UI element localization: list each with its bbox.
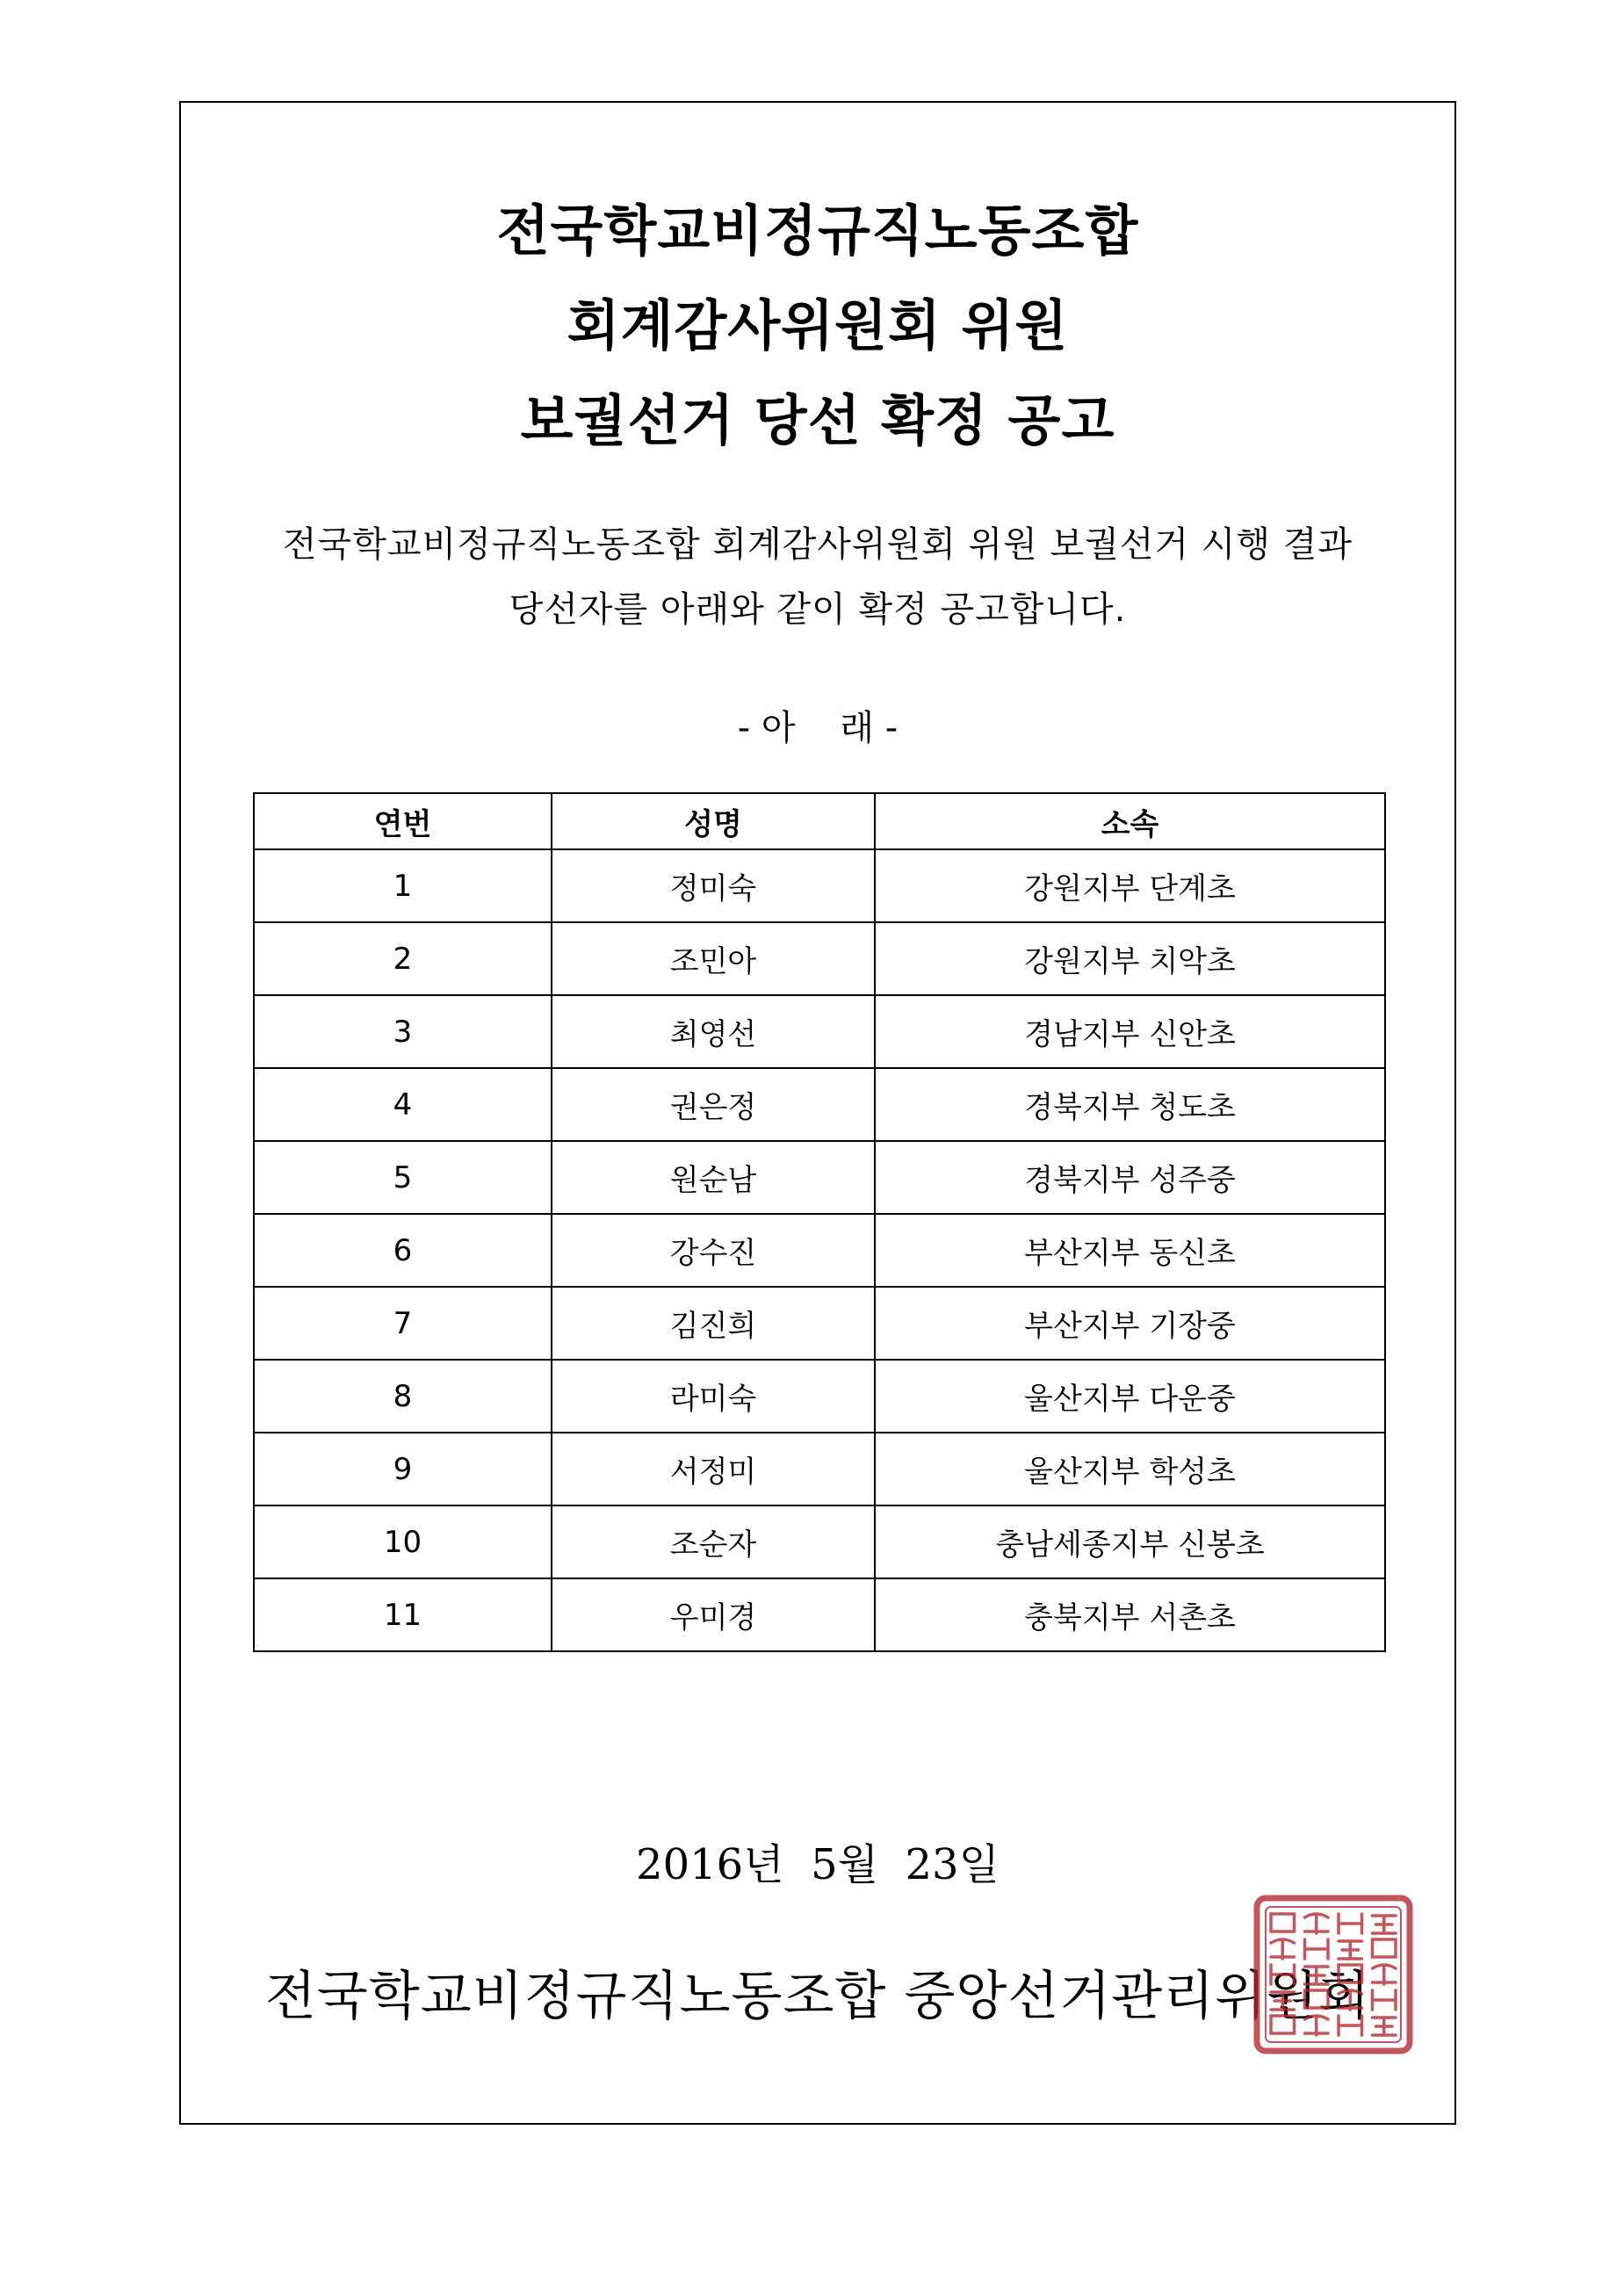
official-seal xyxy=(1252,1893,1415,2056)
row-name: 우미경 xyxy=(552,1578,875,1651)
seal-glyph-stroke xyxy=(1373,1916,1397,1933)
seal-glyph-stroke xyxy=(1271,1939,1295,1959)
row-affiliation: 강원지부 치악초 xyxy=(875,922,1385,995)
row-number: 1 xyxy=(254,849,552,922)
row-number: 11 xyxy=(254,1578,552,1651)
title-line-1: 전국학교비정규직노동조합 xyxy=(496,199,1139,263)
row-affiliation: 부산지부 기장중 xyxy=(875,1287,1385,1360)
row-name: 서정미 xyxy=(552,1433,875,1505)
row-affiliation: 강원지부 단계초 xyxy=(875,849,1385,922)
row-number: 3 xyxy=(254,995,552,1068)
table-row xyxy=(254,1287,1385,1360)
row-number: 4 xyxy=(254,1068,552,1141)
seal-glyph-stroke xyxy=(1305,1990,1329,2008)
table-row xyxy=(254,1505,1385,1578)
seal-glyph-stroke xyxy=(1271,1992,1295,2010)
header-number: 연번 xyxy=(254,793,552,849)
table-row xyxy=(254,1141,1385,1214)
row-number: 2 xyxy=(254,922,552,995)
issuer-name: 전국학교비정규직노동조합 중앙선거관리위원회 xyxy=(264,1966,1371,2027)
seal-glyph-stroke xyxy=(1305,1914,1329,1933)
seal-glyph-stroke xyxy=(1339,1965,1362,1982)
table-row xyxy=(254,995,1385,1068)
table-row xyxy=(254,1360,1385,1433)
results-table xyxy=(253,792,1386,1652)
table-row xyxy=(254,1214,1385,1287)
row-number: 6 xyxy=(254,1214,552,1287)
announcement-date: 2016년 5월 23일 xyxy=(636,1840,1000,1889)
document-frame xyxy=(179,101,1456,2125)
row-name: 김진희 xyxy=(552,1287,875,1360)
row-number: 10 xyxy=(254,1505,552,1578)
table-header-row xyxy=(254,793,1385,849)
row-name: 정미숙 xyxy=(552,849,875,922)
seal-glyph-stroke xyxy=(1339,2016,1362,2035)
row-number: 9 xyxy=(254,1433,552,1505)
row-name: 권은정 xyxy=(552,1068,875,1141)
section-separator: - 아 래 - xyxy=(737,708,899,748)
seal-glyph-stroke xyxy=(1305,2016,1329,2035)
seal-glyph-stroke xyxy=(1373,1939,1397,1957)
row-affiliation: 울산지부 학성초 xyxy=(875,1433,1385,1505)
seal-glyph-stroke xyxy=(1271,2016,1295,2033)
row-affiliation: 경북지부 성주중 xyxy=(875,1141,1385,1214)
table-row xyxy=(254,1068,1385,1141)
row-affiliation: 충남세종지부 신봉초 xyxy=(875,1505,1385,1578)
seal-glyph-stroke xyxy=(1271,1914,1295,1931)
table-row xyxy=(254,922,1385,995)
seal-glyph-stroke xyxy=(1373,1990,1397,2010)
row-name: 최영선 xyxy=(552,995,875,1068)
table-body xyxy=(254,849,1385,1651)
table-row xyxy=(254,1578,1385,1651)
row-number: 7 xyxy=(254,1287,552,1360)
title-line-2: 회계감사위원회 위원 xyxy=(567,293,1069,357)
row-affiliation: 울산지부 다운중 xyxy=(875,1360,1385,1433)
header-affiliation: 소속 xyxy=(875,793,1385,849)
intro-line-2: 당선자를 아래와 같이 확정 공고합니다. xyxy=(509,589,1127,630)
seal-glyph-stroke xyxy=(1271,1965,1295,1984)
row-name: 조순자 xyxy=(552,1505,875,1578)
row-number: 5 xyxy=(254,1141,552,1214)
seal-glyph-stroke xyxy=(1339,1941,1362,1959)
row-affiliation: 부산지부 동신초 xyxy=(875,1214,1385,1287)
table-row xyxy=(254,849,1385,922)
title-line-3: 보궐선거 당선 확정 공고 xyxy=(520,388,1115,452)
row-name: 강수진 xyxy=(552,1214,875,1287)
row-affiliation: 충북지부 서촌초 xyxy=(875,1578,1385,1651)
row-name: 조민아 xyxy=(552,922,875,995)
seal-glyph-stroke xyxy=(1339,1990,1362,2010)
row-affiliation: 경남지부 신안초 xyxy=(875,995,1385,1068)
table-row xyxy=(254,1433,1385,1505)
seal-glyph-stroke xyxy=(1305,1967,1329,1984)
row-name: 원순남 xyxy=(552,1141,875,1214)
seal-glyph-stroke xyxy=(1339,1914,1362,1933)
row-name: 라미숙 xyxy=(552,1360,875,1433)
row-number: 8 xyxy=(254,1360,552,1433)
seal-glyph-stroke xyxy=(1373,2018,1397,2035)
seal-glyph-stroke xyxy=(1305,1939,1329,1959)
row-affiliation: 경북지부 청도초 xyxy=(875,1068,1385,1141)
seal-glyph-stroke xyxy=(1373,1965,1397,1984)
header-name: 성명 xyxy=(552,793,875,849)
intro-line-1: 전국학교비정규직노동조합 회계감사위원회 위원 보궐선거 시행 결과 xyxy=(282,524,1353,565)
